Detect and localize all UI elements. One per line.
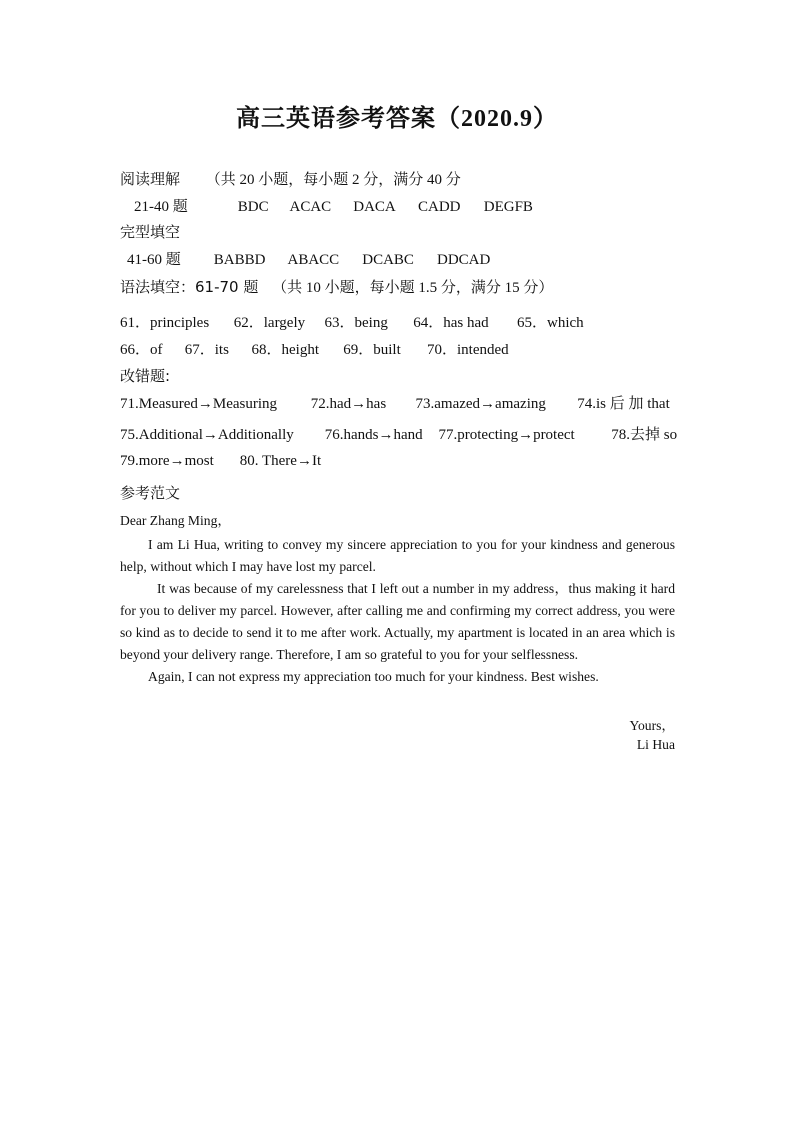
essay-paragraph: I am Li Hua, writing to convey my sincere appreciation to you for your kindness and generous help, without which I may have lost my parcel. [120,537,675,574]
cloze-group: ABACC [287,252,340,268]
grammar-answers-row [120,338,509,359]
grammar-answer: 70．intended [427,342,509,358]
grammar-note: （共 10 小题，每小题 1.5 分，满分 15 分） [272,280,554,296]
correction-item: 76.hands→hand [324,427,423,443]
reading-answers [134,195,533,216]
grammar-answer: 61．principles [120,315,210,331]
grammar-answer: 68．height [251,342,319,358]
cloze-group: DDCAD [437,252,491,268]
essay-signature: Li Hua [636,737,675,752]
correction-item: 79.more→most [120,453,214,469]
grammar-answer: 62．largely [233,315,306,331]
grammar-answer: 67．its [184,342,229,358]
correction-row [120,392,670,413]
reading-range: 21-40 题 [134,199,188,215]
grammar-answer: 65．which [517,315,584,331]
grammar-answer: 64．has had [413,315,489,331]
grammar-heading: 语法填空：61-70 题 [120,278,259,296]
essay-heading: 参考范文 [120,484,181,502]
grammar-answers-row [120,311,584,332]
reading-group: DEGFB [483,199,533,215]
cloze-answers [127,248,490,269]
reading-group: CADD [418,199,461,215]
correction-row [120,423,677,444]
reading-group: ACAC [289,199,332,215]
reading-group: DACA [353,199,396,215]
cloze-heading: 完型填空 [120,223,181,241]
grammar-answer: 69．built [343,342,401,358]
grammar-answer: 66．of [120,342,163,358]
grammar-heading-line [120,276,553,297]
correction-heading: 改错题: [120,367,171,385]
cloze-range: 41-60 题 [127,252,181,268]
page-title: 高三英语参考答案（2020.9） [236,106,558,132]
essay-salutation: Dear Zhang Ming， [120,513,231,528]
correction-item: 74.is 后 加 that [577,396,670,412]
correction-item: 72.had→has [310,396,387,412]
essay-paragraph: Again, I can not express my appreciation too much for your kindness. Best wishes. [148,669,599,684]
reading-group: BDC [237,199,269,215]
reading-heading: 阅读理解 [120,170,181,188]
cloze-group: DCABC [362,252,414,268]
essay-closing: Yours， [629,718,675,733]
correction-item: 73.amazed→amazing [415,396,546,412]
correction-item: 71.Measured→Measuring [120,396,278,412]
cloze-group: BABBD [213,252,266,268]
reading-heading-line [120,168,461,189]
reading-note: （共 20 小题，每小题 2 分，满分 40 分 [205,172,461,188]
essay-paragraph: It was because of my carelessness that I left out a number in my address，thus making it hard for you to deliver my parcel. However, after calling me and confirming my correct address, you were so kind as to decide to send it to me after work. Actually, my apartment is located in an area which is beyond your delivery range. Therefore, I am so grateful to you for your selflessness. [120,581,675,662]
correction-item: 80. There→It [239,453,322,469]
correction-row [120,453,321,470]
correction-item: 78.去掉 so [611,427,678,443]
correction-item: 75.Additional→Additionally [120,427,294,443]
grammar-answer: 63．being [324,315,388,331]
correction-item: 77.protecting→protect [438,427,575,443]
essay-body [120,510,675,688]
